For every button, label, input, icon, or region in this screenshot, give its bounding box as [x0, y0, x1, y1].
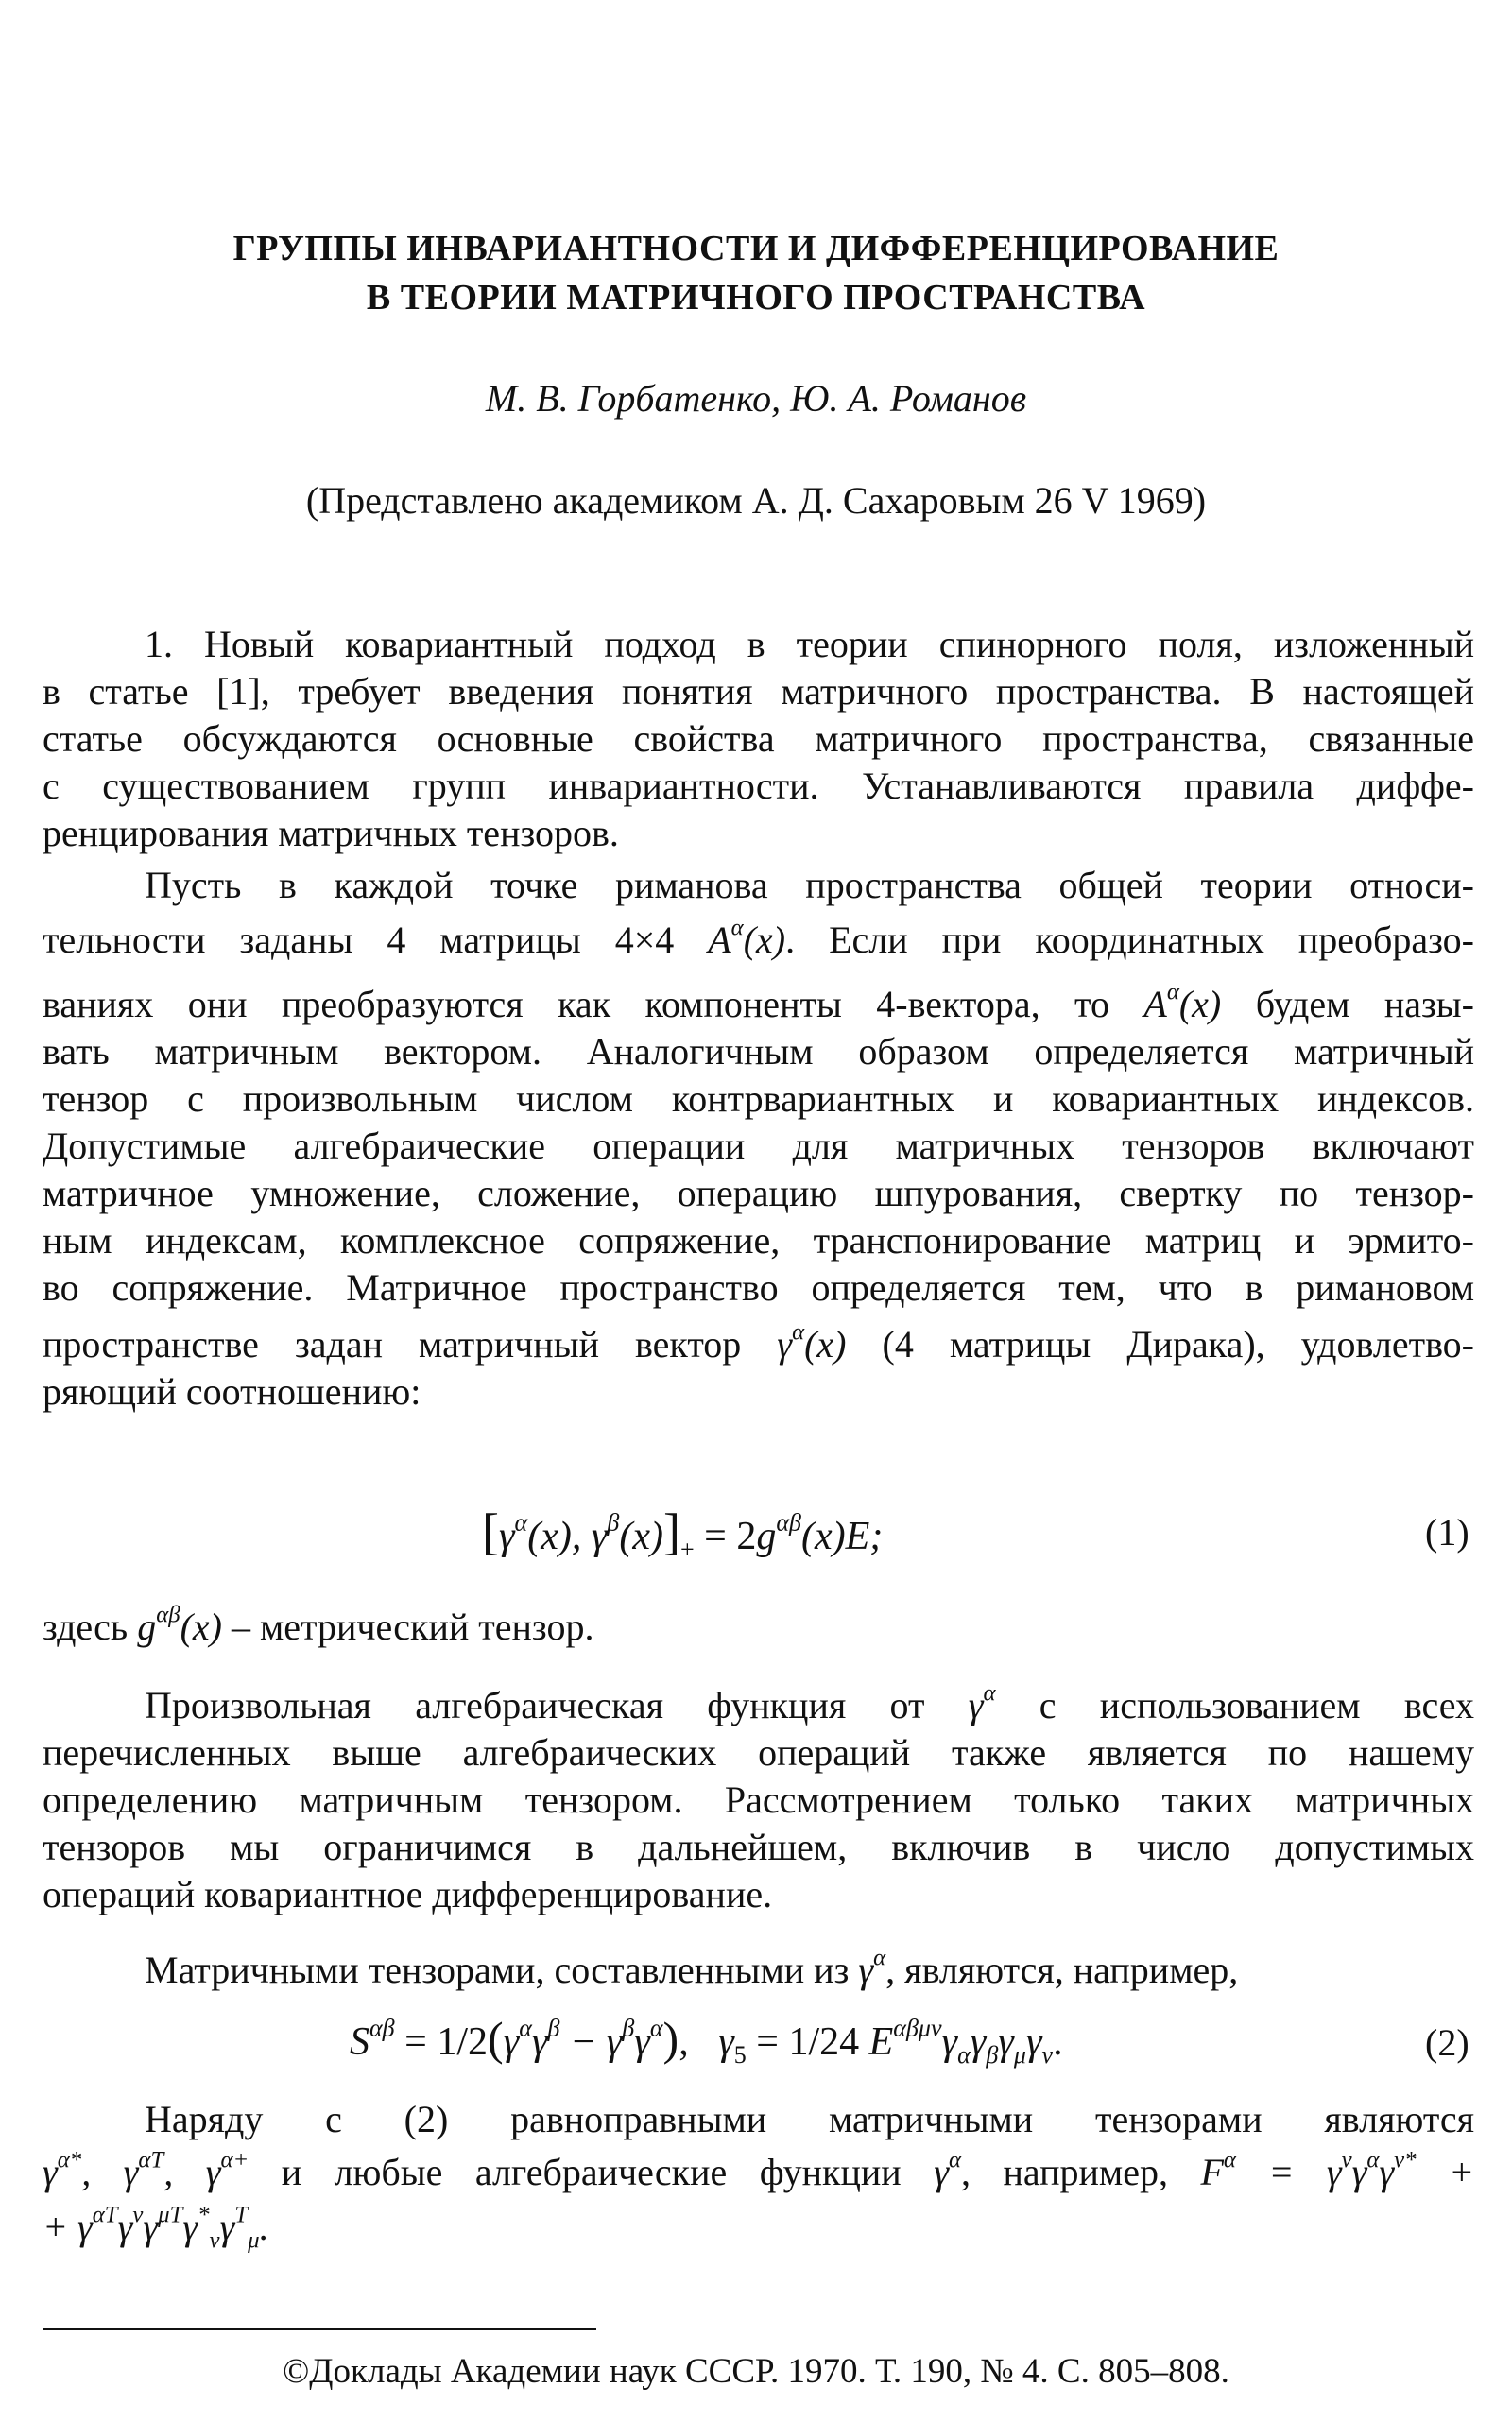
text-line: вать матричным вектором. Аналогичным образом определяется матричный [43, 1030, 1474, 1073]
equation-2-number: (2) [1425, 2021, 1469, 2064]
text-fragment: здесь [43, 1606, 129, 1648]
text-fragment: и любые алгебраические функции [281, 2151, 902, 2193]
text-line [43, 981, 1474, 1028]
text-fragment: тельности заданы 4 матрицы [43, 919, 581, 961]
text-line: ряющий соотношению: [43, 1370, 421, 1413]
text-fragment: пространстве задан матричный вектор [43, 1323, 742, 1366]
text-fragment: Матричными тензорами, составленными из [145, 1949, 850, 1991]
math-A-alpha-x: $A^\alpha(x)$ [1143, 979, 1222, 1025]
title-line-1: ГРУППЫ ИНВАРИАНТНОСТИ И ДИФФЕРЕНЦИРОВАНИЕ [232, 229, 1280, 268]
math-gamma-alpha: $\gamma^\alpha$ [858, 1945, 886, 1991]
text-line: операций ковариантное дифференцирование. [43, 1873, 773, 1915]
paragraph-4 [43, 1947, 1474, 1994]
text-fragment: Произвольная алгебраическая функция от [145, 1684, 925, 1726]
text-fragment: , являются, например, [885, 1949, 1239, 1991]
math-4x4: 4×4 [614, 919, 675, 961]
text-line: тензор с произвольным числом контрвариантных и ковариантных индексов. [43, 1077, 1474, 1120]
math-gamma-alpha: $\gamma^\alpha$ [934, 2147, 961, 2193]
text-line: во сопряжение. Матричное пространство определяется тем, что в римановом [43, 1266, 1474, 1309]
text-fragment: , например, [960, 2151, 1168, 2193]
text-line: перечисленных выше алгебраических операций также является по нашему [43, 1731, 1474, 1774]
math-gamma-alpha-x: $\gamma^\alpha(x)$ [777, 1319, 847, 1366]
text-line [43, 1604, 1474, 1651]
text-fragment: будем назы- [1255, 983, 1474, 1025]
text-line: определению матричным тензором. Рассмотрением только таких матричных [43, 1778, 1474, 1821]
text-line: Пусть в каждой точке риманова пространства общей теории относи- [145, 864, 1474, 906]
text-line: Наряду с (2) равноправными матричными тензорами являются [145, 2098, 1474, 2140]
equation-2: $S^{\alpha\beta} = 1/2(\gamma^\alpha\gamma^\beta - \gamma^\beta\gamma^\alpha)$, $\gamma_5 = 1/24$ $E^{\alpha\beta\mu\nu}\gamma_\alpha\gamma_\beta\gamma_\mu\gamma_\nu$. [350, 2012, 1063, 2070]
paragraph-5 [43, 2096, 1475, 2254]
text-line: в статье [1], требует введения понятия матричного пространства. В настоящей [43, 670, 1474, 713]
math-A-alpha-x: $A^\alpha(x)$ [708, 915, 786, 961]
equation-1: [$\gamma^\alpha(x)$, $\gamma^\beta(x)]_+ = 2g^{\alpha\beta}(x)E$; [482, 1503, 884, 1564]
text-line: ренцирования матричных тензоров. [43, 812, 619, 854]
math-g-alpha-beta-x: $g^{\alpha\beta}(x)$ [137, 1602, 222, 1648]
text-fragment: ваниях они преобразуются как компоненты 4-вектора, то [43, 983, 1109, 1025]
paragraph-2 [43, 862, 1474, 1416]
paragraph-3 [43, 1682, 1474, 1918]
copyright-footnote: ©Доклады Академии наук СССР. 1970. Т. 190, № 4. С. 805–808. [283, 2352, 1229, 2391]
text-fragment: – метрический тензор. [231, 1606, 594, 1648]
math-gamma-conjugates: $\gamma^{\alpha*}$, $\gamma^{\alpha T}$, $\gamma^{\alpha+}$ [43, 2147, 249, 2193]
title-line-2: В ТЕОРИИ МАТРИЧНОГО ПРОСТРАНСТВА [366, 278, 1146, 318]
text-line [43, 2149, 1474, 2196]
text-line: с существованием групп инвариантности. Устанавливаются правила диффе- [43, 764, 1474, 807]
math-gamma-alpha: $\gamma^\alpha$ [968, 1680, 996, 1726]
text-line [43, 917, 1474, 964]
math-F-alpha: $F^\alpha = \gamma^\nu\gamma^\alpha\gamma^{\nu*}$ + [1200, 2147, 1475, 2193]
article-title [0, 224, 1512, 322]
text-line [43, 1321, 1474, 1368]
text-line: 1. Новый ковариантный подход в теории спинорного поля, изложенный [145, 623, 1474, 665]
math-F-alpha-continued: + $\gamma^{\alpha T}\gamma^\nu\gamma^{\mu T}\gamma^*_\nu\gamma^T_\mu$. [43, 2202, 269, 2254]
equation-1-number: (1) [1425, 1511, 1469, 1554]
text-line: тензоров мы ограничимся в дальнейшем, включив в число допустимых [43, 1826, 1474, 1868]
text-line: Допустимые алгебраические операции для матричных тензоров включают [43, 1125, 1474, 1167]
text-line [43, 1947, 1474, 1994]
text-fragment: . Если при координатных преобразо- [785, 919, 1475, 961]
text-fragment: с использованием всех [1039, 1684, 1474, 1726]
authors: М. В. Горбатенко, Ю. А. Романов [485, 377, 1027, 420]
after-equation-1 [43, 1604, 1474, 1651]
text-line: матричное умножение, сложение, операцию шпурования, свертку по тензор- [43, 1172, 1474, 1214]
text-line: ным индексам, комплексное сопряжение, транспонирование матриц и эрмито- [43, 1219, 1474, 1262]
presented-by: (Представлено академиком А. Д. Сахаровым 26 V 1969) [305, 479, 1207, 522]
text-line [43, 2202, 1474, 2254]
text-fragment: (4 матрицы Дирака), удовлетво- [882, 1323, 1475, 1366]
footnote-rule [43, 2328, 596, 2330]
text-line: статье обсуждаются основные свойства матричного пространства, связанные [43, 717, 1474, 760]
text-line [43, 1682, 1474, 1729]
paragraph-1 [43, 621, 1474, 857]
